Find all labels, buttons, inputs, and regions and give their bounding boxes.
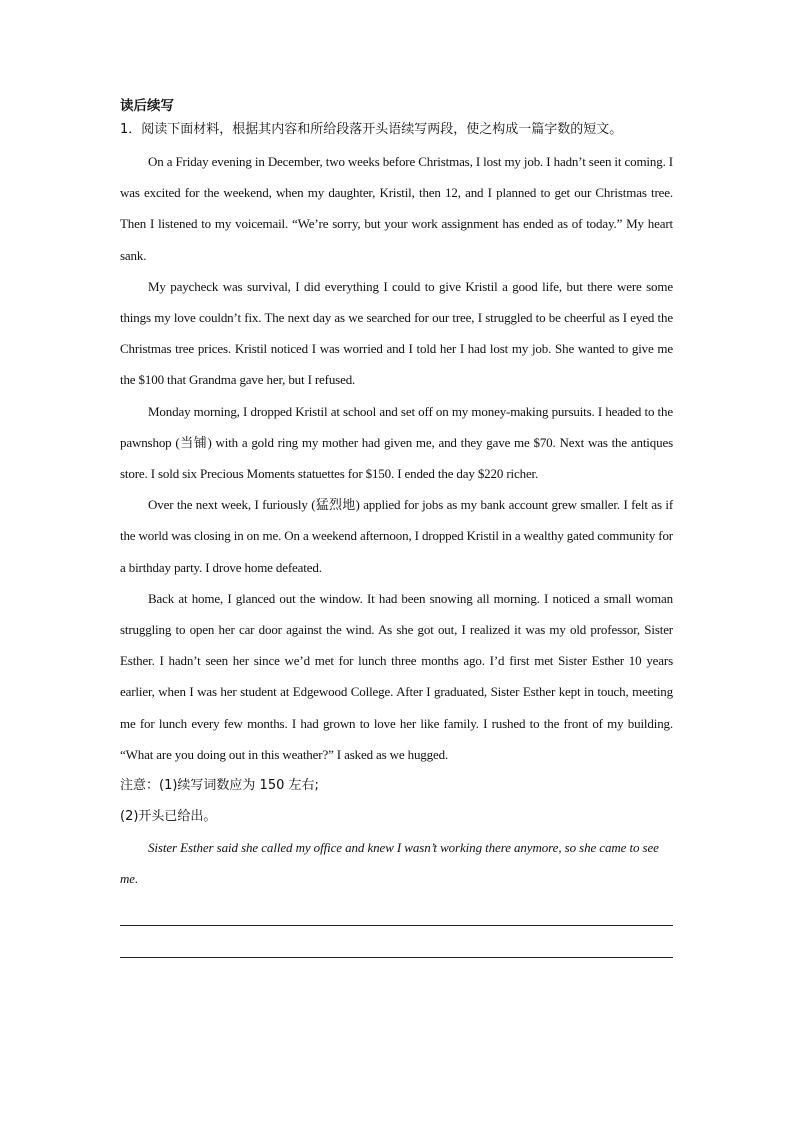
opening-sentence: Sister Esther said she called my office and knew I wasn’t working there anymore, so she came to see me. <box>120 840 659 887</box>
story-paragraph-4: Over the next week, I furiously (猛烈地) applied for jobs as my bank account grew smaller. I felt as if the world was closing in on me. On a weekend afternoon, I dropped Kristil in a wealthy gated community for a birthday party. I drove home defeated. <box>120 497 673 575</box>
question-instruction: 1．阅读下面材料，根据其内容和所给段落开头语续写两段，使之构成一篇字数的短文。 <box>120 122 623 137</box>
note-word-count: 注意：(1)续写词数应为 150 左右; <box>120 778 319 794</box>
story-paragraph-3: Monday morning, I dropped Kristil at school and set off on my money-making pursuits. I headed to the pawnshop (当铺) with a gold ring my mother had given me, and they gave me $70. Next was the antiques store. I sold six Precious Moments statuettes for $150. I ended the day $220 richer. <box>120 403 673 482</box>
story-paragraph-1: On a Friday evening in December, two weeks before Christmas, I lost my job. I hadn’t seen it coming. I was excited for the weekend, when my daughter, Kristil, then 12, and I planned to get our Christmas tree. Then I listened to my voicemail. “We’re sorry, but your work assignment has ended as of today.” My heart sank. <box>120 154 673 263</box>
note-opening-given: (2)开头已给出。 <box>120 809 217 825</box>
answer-line-2[interactable] <box>120 926 673 958</box>
document-page <box>120 96 673 958</box>
story-paragraph-2: My paycheck was survival, I did everything I could to give Kristil a good life, but there were some things my love couldn’t fix. The next day as we searched for our tree, I struggled to be cheerful as I eyed the Christmas tree prices. Kristil noticed I was worried and I told her I had lost my job. She wanted to give me the $100 that Grandma gave her, but I refused. <box>120 278 673 388</box>
story-paragraph-5: Back at home, I glanced out the window. It had been snowing all morning. I noticed a small woman struggling to open her car door against the wind. As she got out, I realized it was my old professor, Sister Esther. I hadn’t seen her since we’d met for lunch three months ago. I’d first met Sister Esther 10 years earlier, when I was her student at Edgewood College. After I graduated, Sister Esther kept in touch, meeting me for lunch every few months. I had grown to love her like family. I rushed to the front of my building. “What are you doing out in this weather?” I asked as we hugged. <box>120 590 673 762</box>
section-title: 读后续写 <box>120 98 174 114</box>
answer-line-1[interactable] <box>120 894 673 926</box>
